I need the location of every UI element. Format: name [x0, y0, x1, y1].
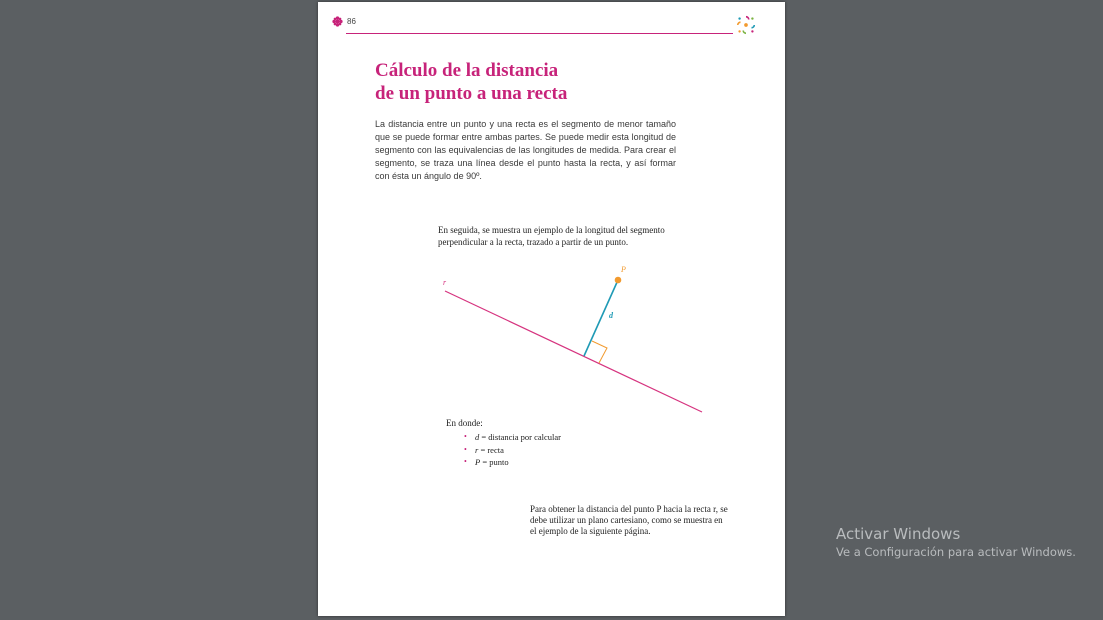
page-title [375, 59, 695, 105]
legend-text: = distancia por calcular [479, 432, 561, 442]
right-angle-marker [592, 341, 607, 363]
legend-symbol: P [475, 457, 481, 467]
bullet-icon: • [464, 457, 467, 466]
distance-d-label: d [609, 311, 613, 320]
flower-icon [332, 16, 343, 27]
legend-text: = recta [478, 444, 504, 455]
example-intro-paragraph: En seguida, se muestra un ejemplo de la longitud del segmento perpendicular a la recta, trazado a partir de un punto. [438, 225, 665, 247]
watermark-title: Activar Windows [836, 525, 961, 543]
page-title-line-1: Cálculo de la distancia [375, 60, 559, 81]
legend-item-r [464, 444, 561, 457]
intro-paragraph: La distancia entre un punto y una recta es el segmento de menor tamaño que se puede formar entre ambas partes. Se puede medir esta longitud de segmento con las equivalencias de las longitudes de medida. Para crear el segmento, se traza una línea desde el punto hasta la recta, y así formar con ésta un ángulo de 90º. [375, 119, 676, 181]
header-rule [346, 33, 733, 34]
outro-paragraph: Para obtener la distancia del punto P hacia la recta r, se debe utilizar un plano cartesiano, como se muestra en el ejemplo de la siguiente página. [530, 504, 728, 536]
legend-title: En donde: [446, 418, 483, 428]
point-p-label: P [621, 265, 626, 274]
page-number: 86 [347, 17, 356, 26]
legend-list [464, 431, 561, 469]
bullet-icon: • [464, 432, 467, 441]
line-r [445, 291, 702, 412]
bullet-icon: • [464, 444, 467, 454]
page-title-line-2: de un punto a una recta [375, 83, 568, 104]
point-p [615, 277, 622, 284]
publisher-logo-icon [735, 14, 757, 36]
legend-symbol: r [475, 444, 479, 455]
watermark-subtitle: Ve a Configuración para activar Windows. [836, 545, 1076, 559]
legend-item-p [464, 456, 561, 469]
legend-text: = punto [480, 457, 509, 467]
document-page [318, 2, 785, 616]
line-r-label: r [443, 278, 447, 287]
point-line-distance-figure [436, 260, 711, 420]
legend-symbol: d [475, 432, 480, 442]
activate-windows-watermark [836, 525, 1076, 560]
legend-item-d [464, 431, 561, 444]
